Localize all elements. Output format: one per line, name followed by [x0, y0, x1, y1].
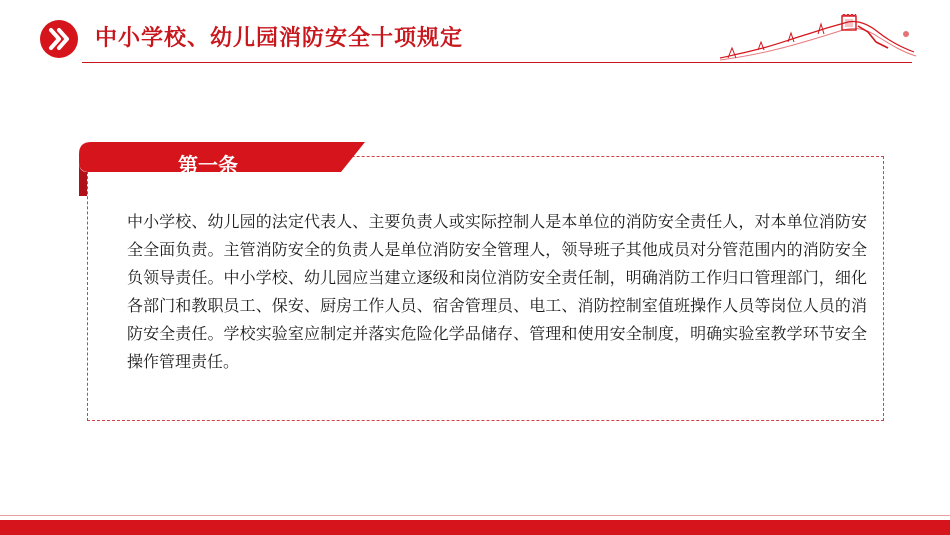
article-body-text: 中小学校、幼儿园的法定代表人、主要负责人或实际控制人是本单位的消防安全责任人，对本单位消防安全全面负责。主管消防安全的负责人是单位消防安全管理人，领导班子其他成员对分管范围内的消防安全负领导责任。中小学校、幼儿园应当建立逐级和岗位消防安全责任制，明确消防工作归口管理部门，细化各部门和教职员工、保安、厨房工作人员、宿舍管理员、电工、消防控制室值班操作人员等岗位人员的消防安全责任。学校实验室应制定并落实危险化学品储存、管理和使用安全制度，明确实验室教学环节安全操作管理责任。	[127, 212, 867, 371]
double-chevron-right-icon	[40, 20, 78, 58]
header-divider	[82, 62, 912, 63]
footer-bar	[0, 520, 950, 535]
logo-badge	[40, 20, 78, 58]
footer-divider	[0, 515, 950, 516]
great-wall-icon	[718, 14, 918, 62]
article-number: 第一条	[178, 153, 238, 177]
page-title: 中小学校、幼儿园消防安全十项规定	[95, 26, 464, 51]
